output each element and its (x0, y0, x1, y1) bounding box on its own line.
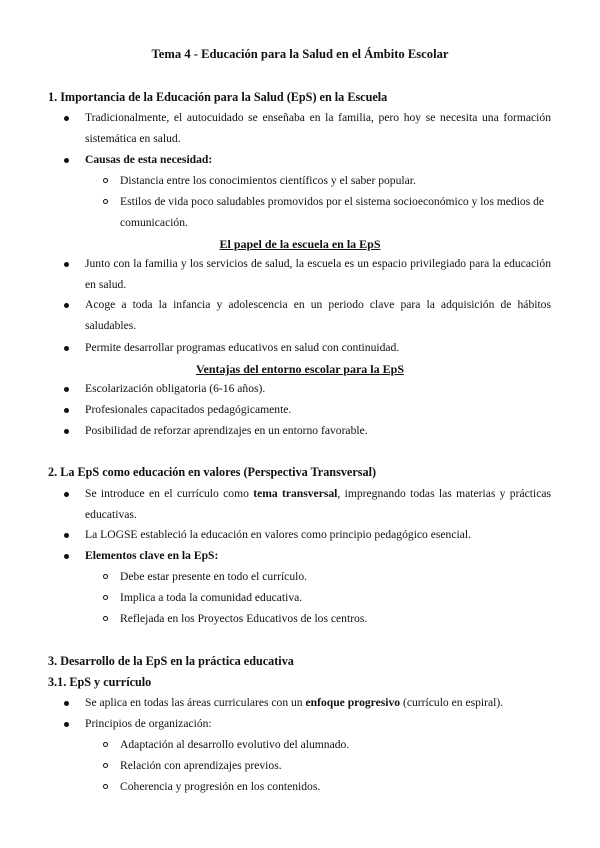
sub-list-item: Coherencia y progresión en los contenidos. (120, 777, 551, 798)
document-title: Tema 4 - Educación para la Salud en el Ámbito Escolar (151, 47, 449, 61)
sub-list-item: Estilos de vida poco saludables promovidos por el sistema socioeconómico y los medios de comunicación. (120, 192, 551, 234)
list-item-text: Se introduce en el currículo como (85, 487, 254, 500)
list-item: Posibilidad de reforzar aprendizajes en un entorno favorable. (85, 421, 551, 442)
list-item: Elementos clave en la EpS: (85, 546, 551, 567)
subsection-title: Ventajas del entorno escolar para la EpS (195, 362, 404, 376)
subsection-heading: 3.1. EpS y currículo (48, 675, 152, 689)
list-item: Junto con la familia y los servicios de salud, la escuela es un espacio privilegiado para la educación en salud. (85, 254, 551, 296)
sub-list-item: Debe estar presente en todo el currículo. (120, 567, 551, 588)
section-1-heading: 1. Importancia de la Educación para la Salud (EpS) en la Escuela (48, 90, 388, 104)
list-item: Principios de organización: (85, 714, 551, 735)
list-item: Causas de esta necesidad: (85, 150, 551, 171)
subsection-title: El papel de la escuela en la EpS (219, 237, 381, 251)
list-item: La LOGSE estableció la educación en valores como principio pedagógico esencial. (85, 525, 551, 546)
list-item-text: , impregnando todas las materias y prácticas educativas. (85, 487, 551, 521)
sub-list-item: Distancia entre los conocimientos científicos y el saber popular. (120, 171, 551, 192)
list-item: Acoge a toda la infancia y adolescencia en un periodo clave para la adquisición de hábitos saludables. (85, 295, 551, 337)
list-item: Escolarización obligatoria (6-16 años). (85, 379, 551, 400)
section-3-heading: 3. Desarrollo de la EpS en la práctica educativa (48, 654, 294, 668)
bold-term: enfoque progresivo (305, 696, 401, 709)
list-item-text: (currículo en espiral). (400, 696, 504, 709)
list-item (85, 693, 551, 714)
sub-list-item: Implica a toda la comunidad educativa. (120, 588, 551, 609)
list-item (85, 484, 551, 526)
list-item-text: Se aplica en todas las áreas curriculares con un (85, 696, 306, 709)
list-item: Permite desarrollar programas educativos en salud con continuidad. (85, 338, 551, 359)
list-item: Profesionales capacitados pedagógicamente. (85, 400, 551, 421)
list-item: Tradicionalmente, el autocuidado se enseñaba en la familia, pero hoy se necesita una formación sistemática en salud. (85, 108, 551, 150)
section-2-heading: 2. La EpS como educación en valores (Perspectiva Transversal) (48, 465, 377, 479)
bold-term: tema transversal (253, 487, 338, 500)
sub-list-item: Adaptación al desarrollo evolutivo del alumnado. (120, 735, 551, 756)
sub-list-item: Reflejada en los Proyectos Educativos de los centros. (120, 609, 551, 630)
sub-list-item: Relación con aprendizajes previos. (120, 756, 551, 777)
